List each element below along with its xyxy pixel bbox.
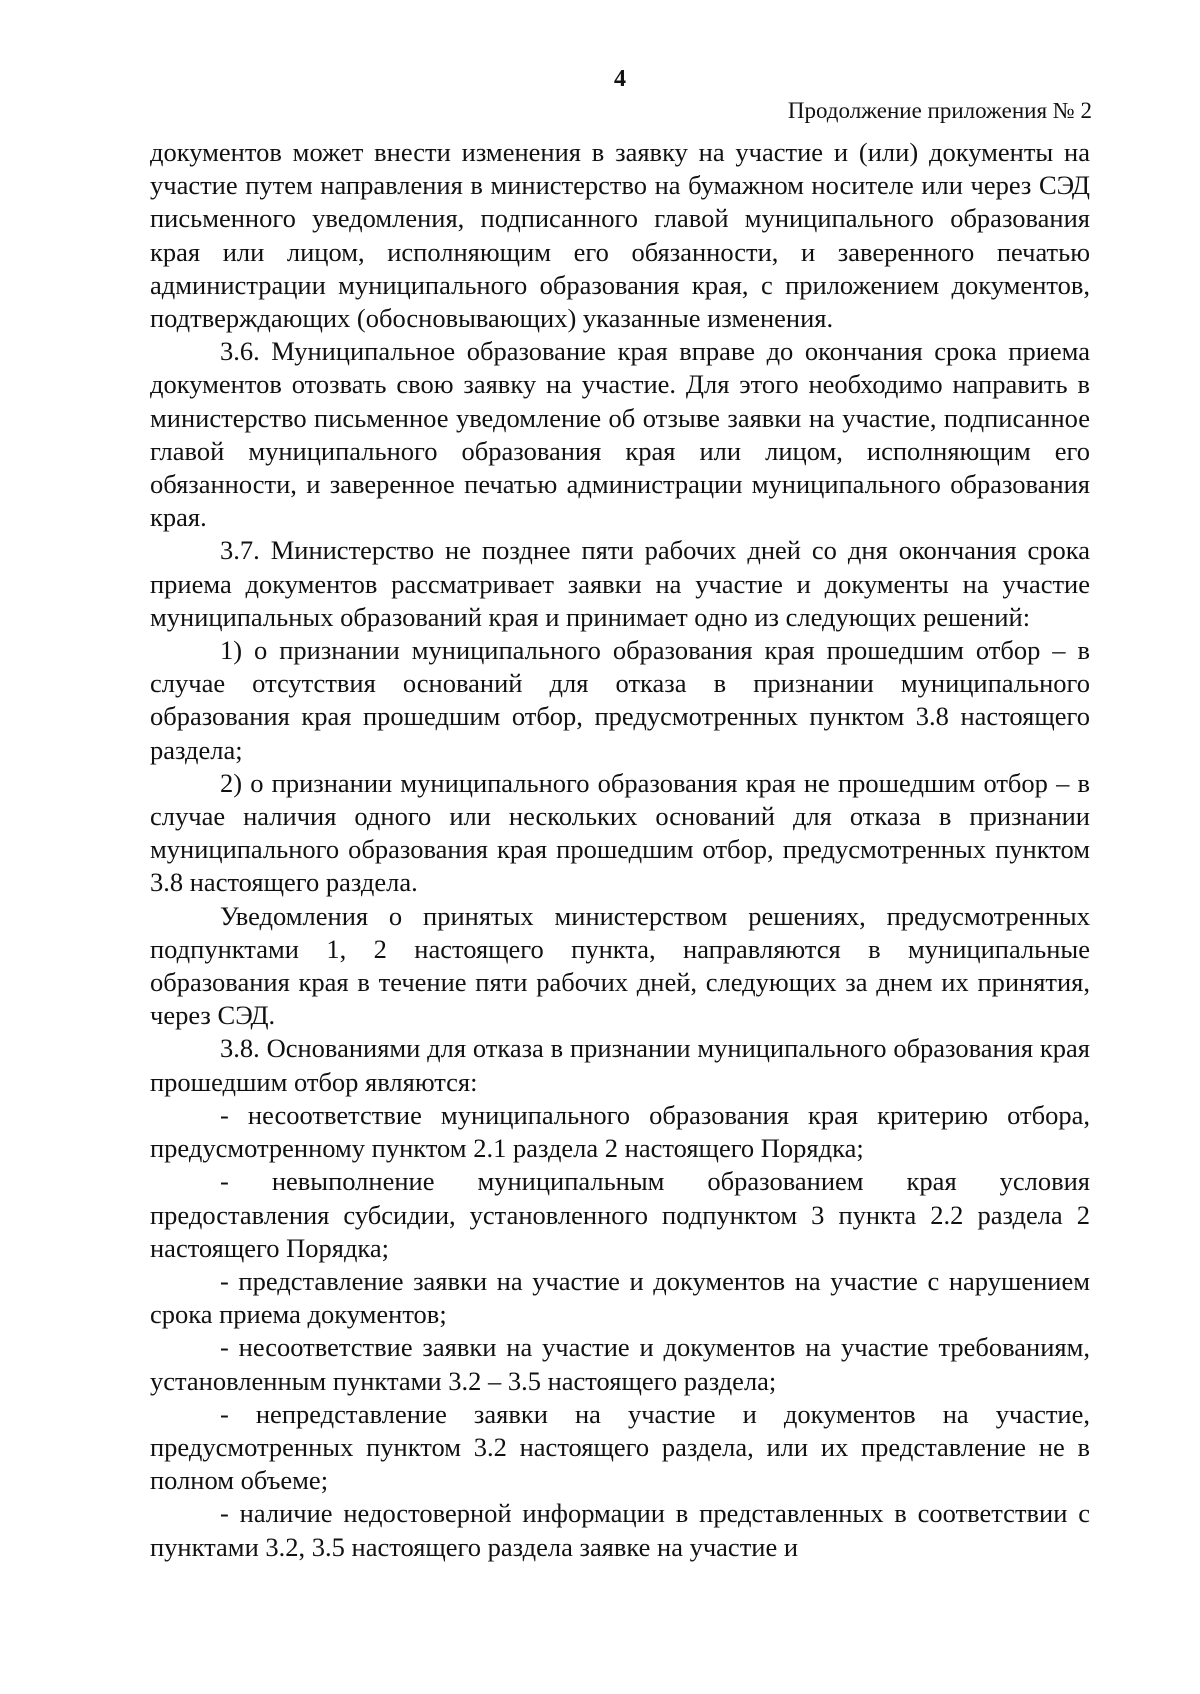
paragraph-continuation: документов может внести изменения в заявку на участие и (или) документы на участие путем направления в министерство на бумажном носителе или через СЭД письменного уведомления, подписанного главой муниципального образования края или лицом, исполняющим его обязанности, и заверенного печатью администрации муниципального образования края, с приложением документов, подтверждающих (обосновывающих) указанные изменения. (150, 137, 1090, 334)
paragraph-3-8: 3.8. Основаниями для отказа в признании муниципального образования края прошедшим отбор являются: (150, 1033, 1090, 1097)
paragraph-3-8-item-6: - наличие недостоверной информации в представленных в соответствии с пунктами 3.2, 3.5 настоящего раздела заявке на участие и (150, 1498, 1090, 1562)
paragraph-3-7: 3.7. Министерство не позднее пяти рабочих дней со дня окончания срока приема документов рассматривает заявки на участие и документы на участие муниципальных образований края и принимает одно из следующих решений: (150, 535, 1090, 632)
paragraph-3-8-item-4: - несоответствие заявки на участие и документов на участие требованиям, установленным пунктами 3.2 – 3.5 настоящего раздела; (150, 1332, 1090, 1396)
page-number: 4 (614, 66, 626, 92)
paragraph-3-6: 3.6. Муниципальное образование края вправе до окончания срока приема документов отозвать свою заявку на участие. Для этого необходимо направить в министерство письменное уведомление об отзыве заявки на участие, подписанное главой муниципального образования края или лицом, исполняющим его обязанности, и заверенное печатью администрации муниципального образования края. (150, 336, 1090, 533)
paragraph-3-7-item-2: 2) о признании муниципального образования края не прошедшим отбор – в случае наличия одного или нескольких оснований для отказа в признании муниципального образования края прошедшим отбор, предусмотренных пунктом 3.8 настоящего раздела. (150, 767, 1090, 898)
paragraph-3-8-item-5: - непредставление заявки на участие и документов на участие, предусмотренных пунктом 3.2 настоящего раздела, или их представление не в полном объеме; (150, 1398, 1090, 1496)
document-body (150, 136, 1090, 1564)
paragraph-3-7-item-1: 1) о признании муниципального образования края прошедшим отбор – в случае отсутствия оснований для отказа в признании муниципального образования края прошедшим отбор, предусмотренных пунктом 3.8 настоящего раздела; (150, 635, 1090, 765)
paragraph-3-8-item-3: - представление заявки на участие и документов на участие с нарушением срока приема документов; (150, 1265, 1090, 1330)
paragraph-3-8-item-2: - невыполнение муниципальным образованием края условия предоставления субсидии, установленного подпунктом 3 пункта 2.2 раздела 2 настоящего Порядка; (150, 1166, 1090, 1263)
appendix-continuation-note: Продолжение приложения № 2 (787, 98, 1092, 123)
paragraph-3-8-item-1: - несоответствие муниципального образования края критерию отбора, предусмотренному пунктом 2.1 раздела 2 настоящего Порядка; (150, 1099, 1090, 1164)
paragraph-notifications: Уведомления о принятых министерством решениях, предусмотренных подпунктами 1, 2 настоящего пункта, направляются в муниципальные образования края в течение пяти рабочих дней, следующих за днем их принятия, через СЭД. (150, 900, 1090, 1031)
